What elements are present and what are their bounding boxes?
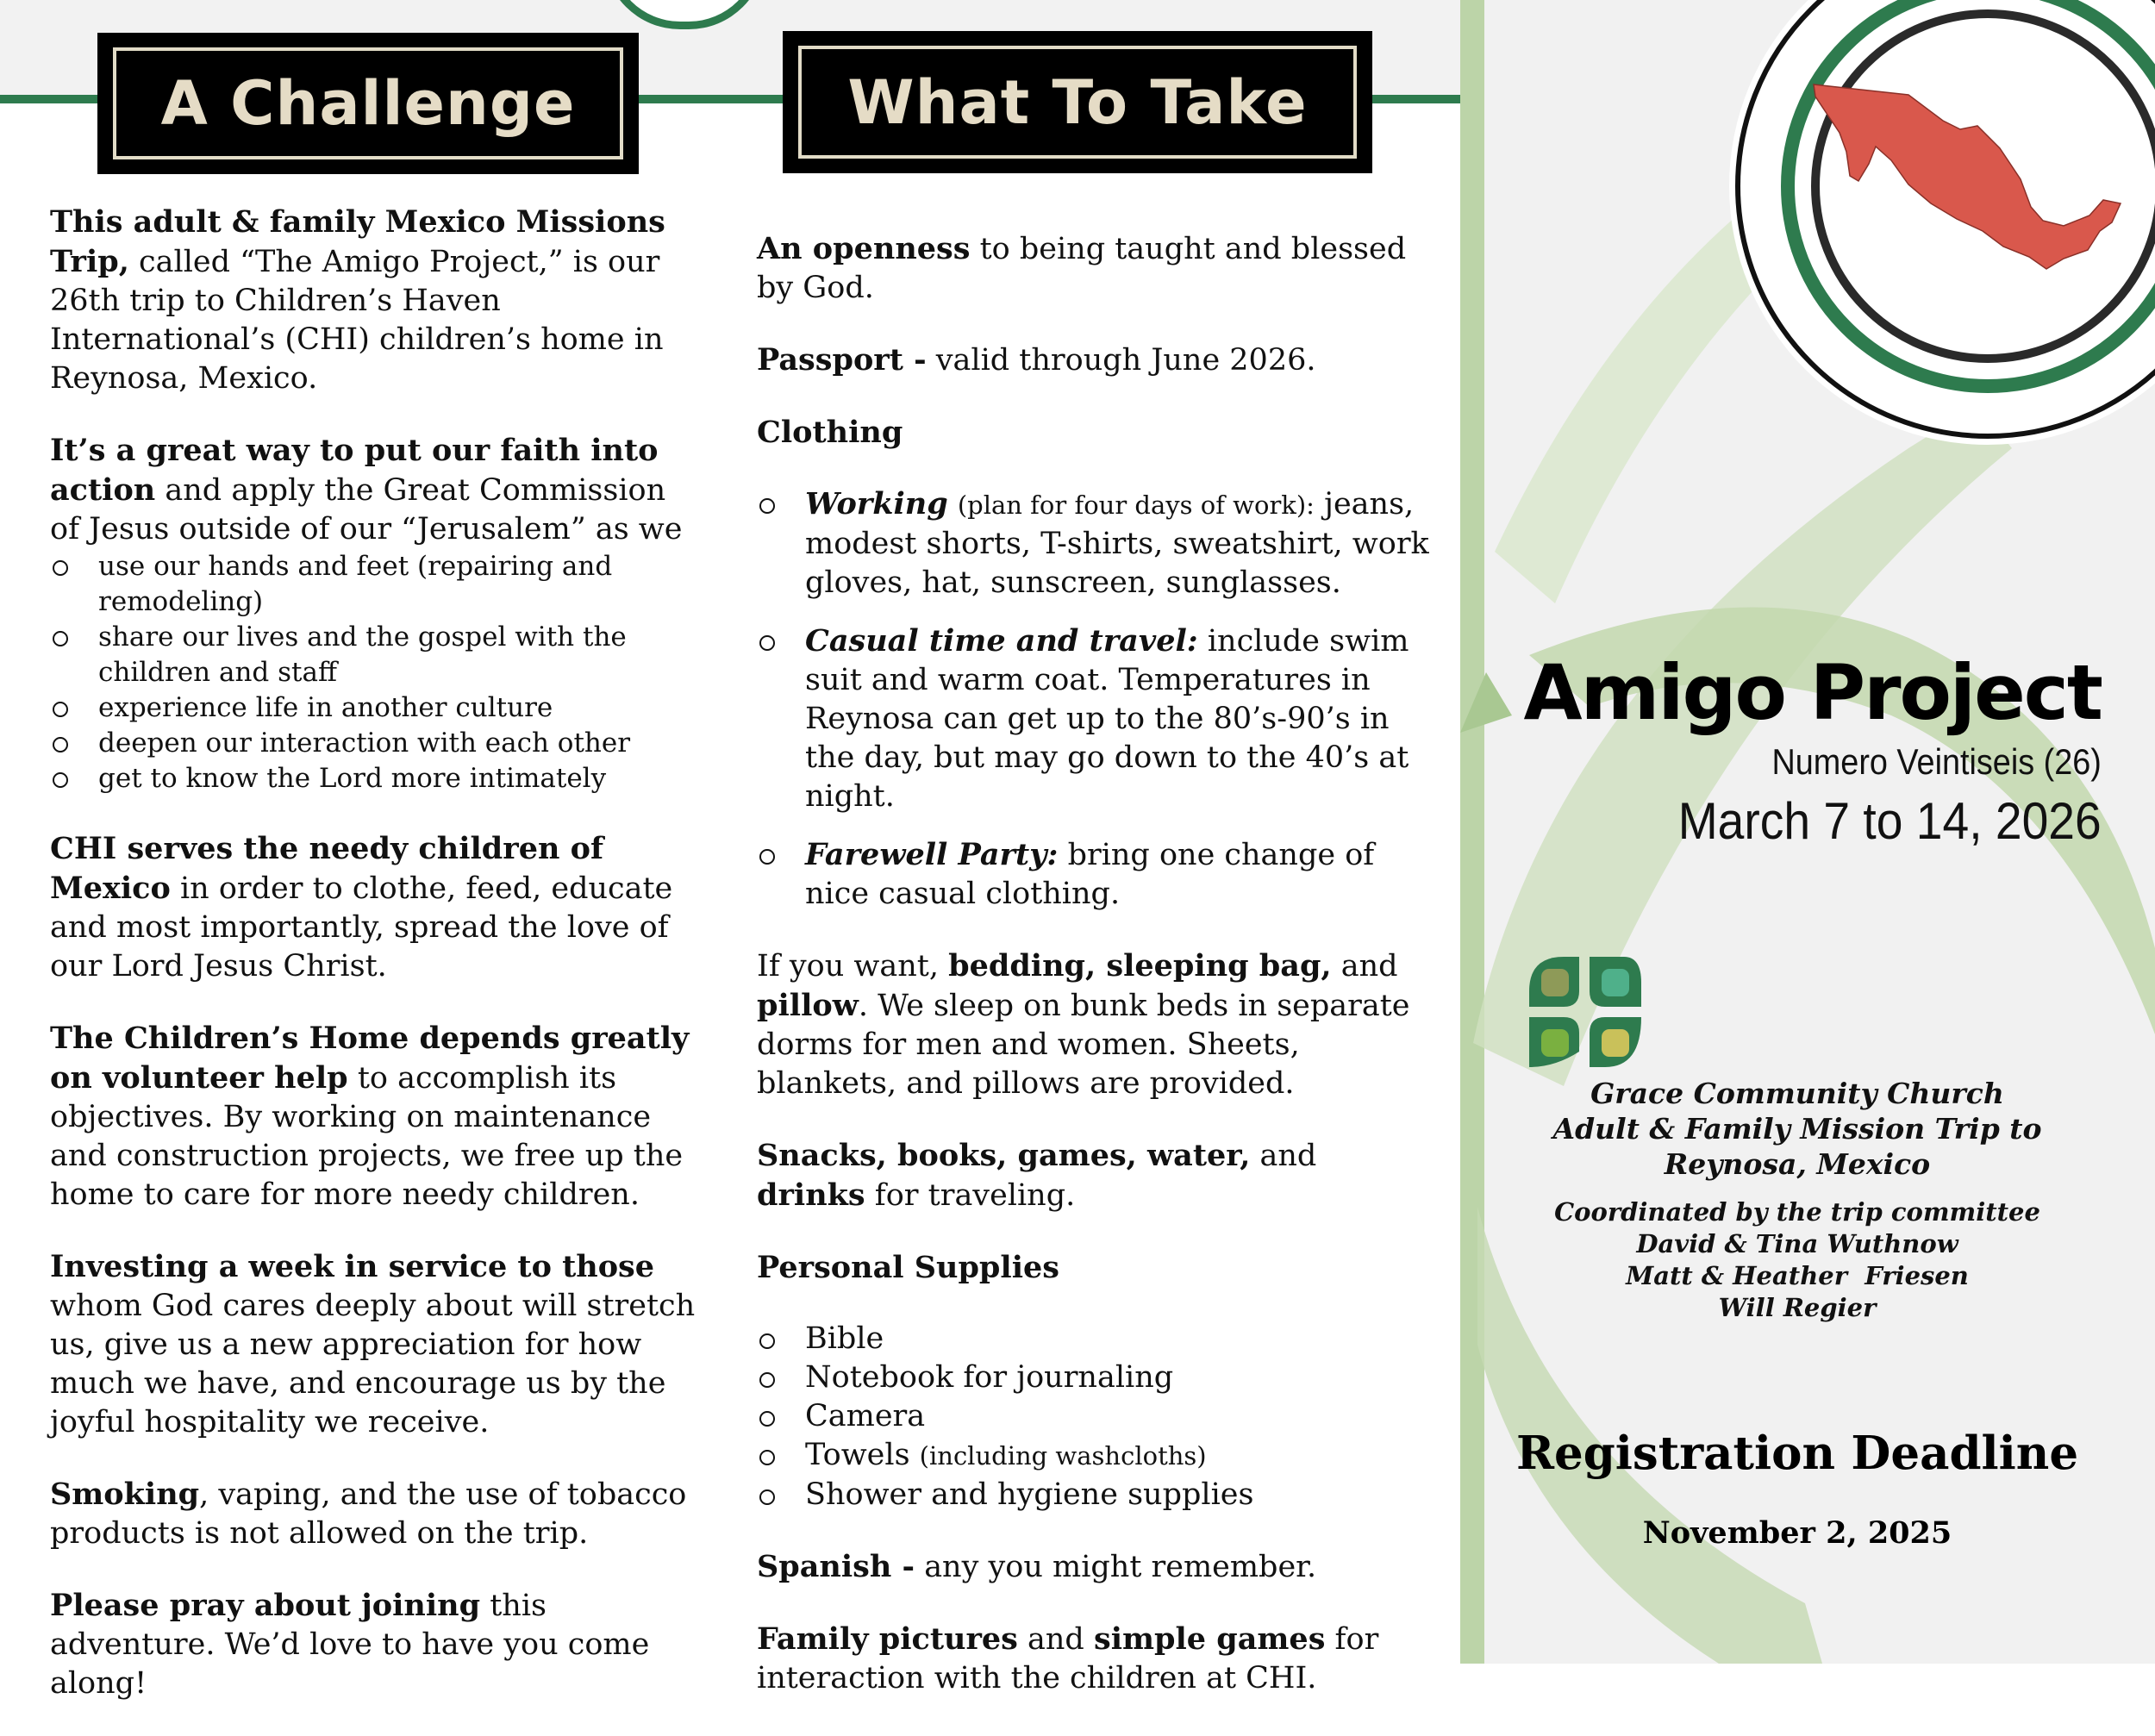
challenge-faith: It’s a great way to put our faith into action and apply the Great Commission of Jesus outside of our “Jerusalem” as we <box>50 433 683 546</box>
coordinator-line: Coordinated by the trip committee <box>1554 1197 2040 1227</box>
challenge-intro: This adult & family Mexico Missions Trip, called “The Amigo Project,” is our 26th trip to Children’s Haven International’s (CHI) children’s home in Reynosa, Mexico. <box>50 204 665 396</box>
coordinator-line: David & Tina Wuthnow <box>1636 1229 1958 1258</box>
what-to-take-column <box>757 229 1429 1731</box>
list-item: experience life in another culture <box>50 690 701 726</box>
clothing-list <box>757 484 1429 914</box>
challenge-banner-title: A Challenge <box>160 68 576 139</box>
list-item: Bible <box>757 1320 1429 1358</box>
personal-supplies-list <box>757 1320 1429 1514</box>
take-snacks: Snacks, books, games, water, and drinks for traveling. <box>757 1138 1317 1213</box>
list-item: Shower and hygiene supplies <box>757 1476 1429 1514</box>
list-item: Farewell Party: bring one change of nice casual clothing. <box>757 835 1429 914</box>
take-openness: An openness to being taught and blessed by God. <box>757 231 1407 305</box>
what-to-take-banner <box>783 31 1372 173</box>
list-item: deepen our interaction with each other <box>50 726 701 761</box>
list-item: Camera <box>757 1397 1429 1436</box>
list-item: get to know the Lord more intimately <box>50 761 701 796</box>
take-bedding: If you want, bedding, sleeping bag, and pillow. We sleep on bunk beds in separate dorms for men and women. Sheets, blankets, and pillows are provided. <box>757 948 1410 1101</box>
list-item: Casual time and travel: include swim suit and warm coat. Temperatures in Reynosa can get up to the 80’s-90’s in the day, but may go down to the 40’s at night. <box>757 621 1429 816</box>
registration-deadline-label: Registration Deadline <box>1515 1427 2079 1480</box>
take-clothing-heading: Clothing <box>757 415 903 450</box>
take-spanish: Spanish - any you might remember. <box>757 1549 1317 1584</box>
coordinator-line: Will Regier <box>1718 1293 1877 1322</box>
coordinators-block <box>1547 1196 2047 1324</box>
cover-title: Amigo Project <box>1523 648 2102 737</box>
challenge-investing: Investing a week in service to those whom God cares deeply about will stretch us, give us a new appreciation for how much we have, and encourage us by the joyful hospitality we receive. <box>50 1249 696 1439</box>
green-side-stripe <box>1460 0 1484 1664</box>
registration-deadline-date: November 2, 2025 <box>1642 1515 1952 1551</box>
what-to-take-banner-title: What To Take <box>847 66 1308 138</box>
challenge-bullet-list <box>50 549 701 796</box>
list-item: use our hands and feet (repairing and remodeling) <box>50 549 701 620</box>
list-item: share our lives and the gospel with the children and staff <box>50 620 701 690</box>
challenge-smoking: Smoking, vaping, and the use of tobacco products is not allowed on the trip. <box>50 1477 687 1551</box>
cover-trip-number: Numero Veintiseis (26) <box>1771 741 2102 782</box>
church-block <box>1547 1076 2047 1182</box>
challenge-chi: CHI serves the needy children of Mexico in order to clothe, feed, educate and most importantly, spread the love of our Lord Jesus Christ. <box>50 831 673 984</box>
coordinator-line: Matt & Heather Friesen <box>1626 1261 1969 1290</box>
list-item: Notebook for journaling <box>757 1358 1429 1397</box>
challenge-volunteer: The Children’s Home depends greatly on volunteer help to accomplish its objectives. By working on maintenance and construction projects, we free up the home to care for more needy children. <box>50 1021 690 1212</box>
challenge-pray: Please pray about joining this adventure. We’d love to have you come along! <box>50 1588 650 1701</box>
cover-dates: March 7 to 14, 2026 <box>1678 792 2102 850</box>
list-item: Working (plan for four days of work): jeans, modest shorts, T-shirts, sweatshirt, work gloves, hat, sunscreen, sunglasses. <box>757 484 1429 603</box>
take-family: Family pictures and simple games for interaction with the children at CHI. <box>757 1621 1379 1695</box>
church-line: Reynosa, Mexico <box>1664 1147 1931 1181</box>
list-item: Towels (including washcloths) <box>757 1436 1429 1476</box>
church-line: Grace Community Church <box>1590 1077 2004 1110</box>
take-passport: Passport - valid through June 2026. <box>757 342 1316 378</box>
church-line: Adult & Family Mission Trip to <box>1552 1112 2042 1146</box>
challenge-column <box>50 203 701 1736</box>
challenge-banner <box>97 33 639 174</box>
take-personal-heading: Personal Supplies <box>757 1250 1059 1285</box>
